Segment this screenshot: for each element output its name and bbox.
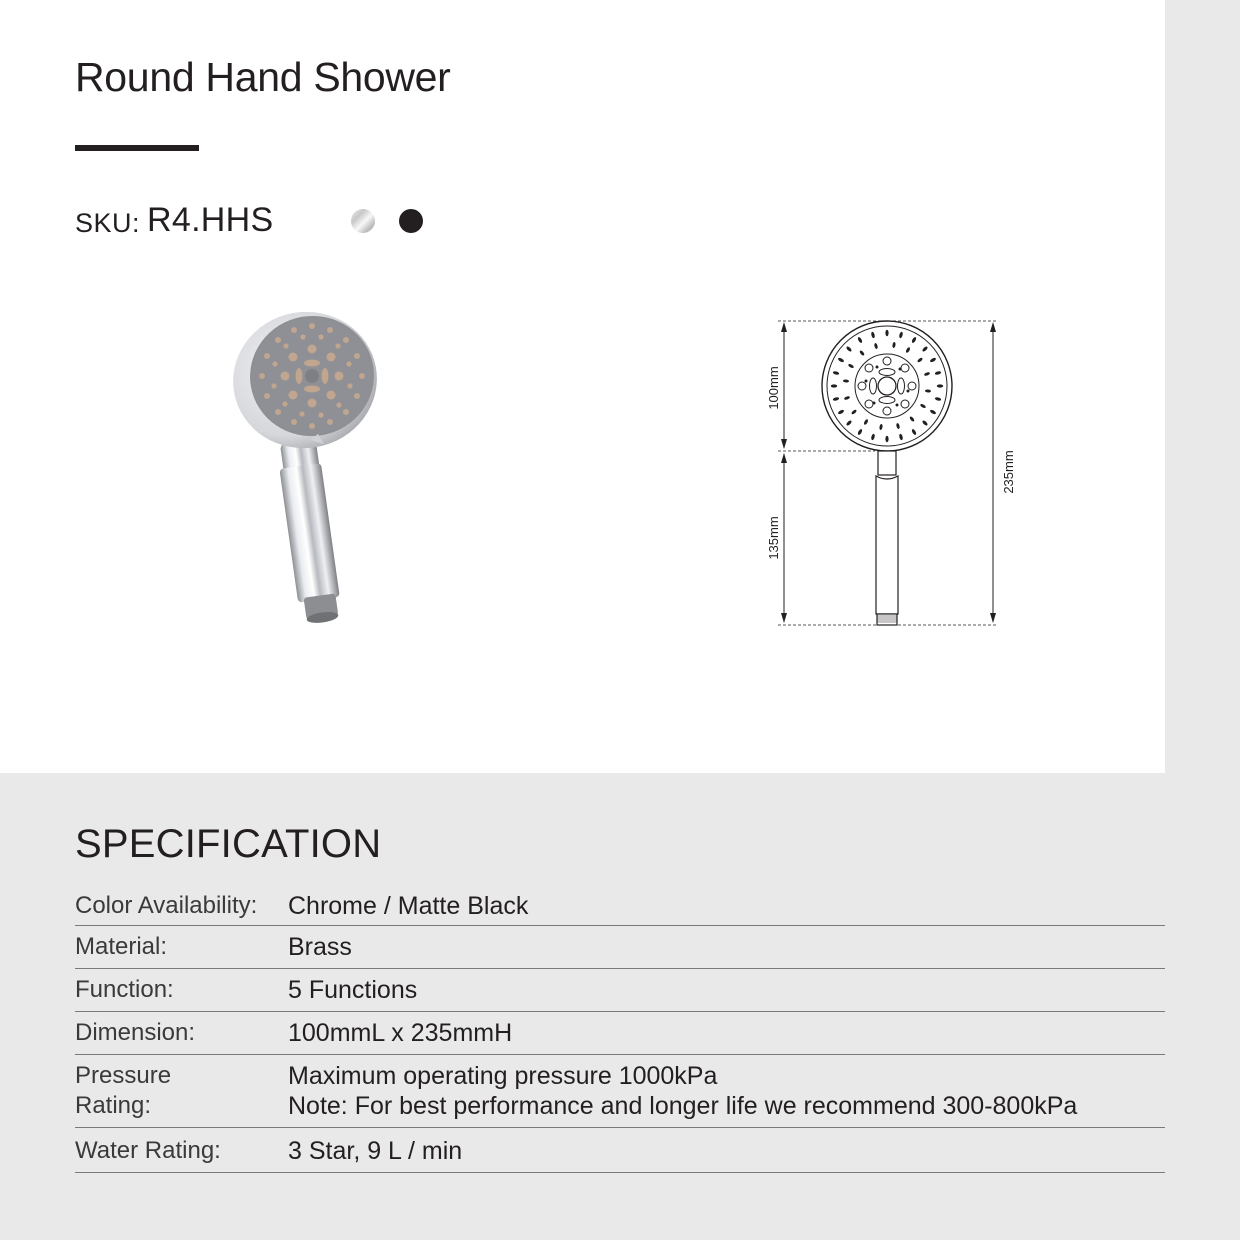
spec-value-line1: Maximum operating pressure 1000kPa: [288, 1062, 718, 1090]
spec-label: Water Rating:: [75, 1137, 221, 1164]
sku-label: SKU:: [75, 208, 141, 238]
spec-value: Brass: [288, 933, 352, 961]
sku-value: R4.HHS: [147, 201, 274, 239]
spec-label: Material:: [75, 933, 168, 960]
title-underline: [75, 145, 199, 151]
spec-value-line2: Note: For best performance and longer life we recommend 300-800kPa: [288, 1092, 1078, 1120]
spray-nozzles: [831, 330, 943, 442]
dim-label-handle: 135mm: [766, 516, 781, 560]
spec-value: [288, 1061, 1077, 1121]
spec-row-water-rating: [75, 1128, 1165, 1173]
product-photo: [210, 300, 410, 640]
spec-value: 3 Star, 9 L / min: [288, 1137, 463, 1165]
spec-row-material: [75, 926, 1165, 969]
spec-label: Dimension:: [75, 1019, 196, 1046]
dim-label-head: 100mm: [766, 366, 781, 410]
spec-label: [75, 1061, 285, 1121]
product-title: Round Hand Shower: [75, 54, 451, 100]
technical-drawing: [750, 310, 1030, 640]
finish-swatch-matte-black[interactable]: [399, 209, 423, 233]
spec-row-dimension: [75, 1012, 1165, 1055]
spec-value: Chrome / Matte Black: [288, 892, 529, 920]
spec-label: Color Availability:: [75, 892, 258, 919]
spec-row-color-availability: [75, 885, 1165, 926]
finish-swatch-chrome[interactable]: [351, 209, 375, 233]
specification-heading: SPECIFICATION: [75, 822, 382, 866]
spec-row-function: [75, 969, 1165, 1012]
spec-label-line2: Rating:: [75, 1092, 152, 1119]
spec-label-line1: Pressure: [75, 1062, 172, 1089]
dim-label-total: 235mm: [1001, 450, 1016, 494]
spec-label: Function:: [75, 976, 174, 1003]
spec-row-pressure-rating: [75, 1055, 1165, 1128]
spec-value: 5 Functions: [288, 976, 418, 1004]
specification-table: [75, 885, 1165, 1173]
spec-value: 100mmL x 235mmH: [288, 1019, 513, 1047]
